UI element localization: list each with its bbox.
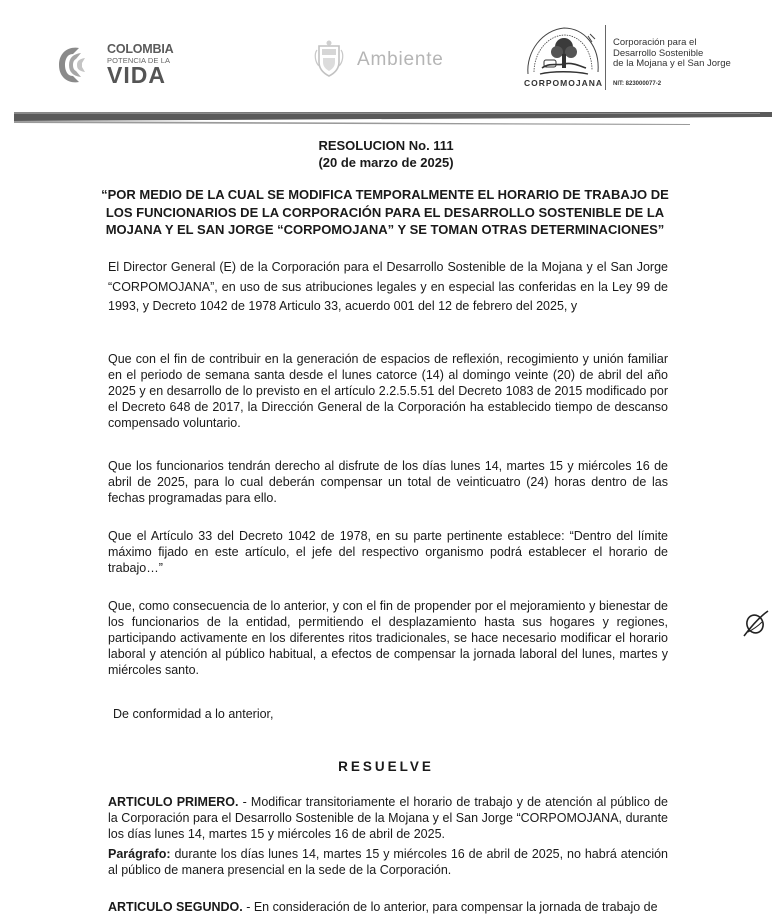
colombia-potencia-logo xyxy=(55,40,180,90)
ministerio-ambiente-logo xyxy=(313,40,463,80)
letterhead xyxy=(0,0,772,110)
intro-paragraph: El Director General (E) de la Corporación para el Desarrollo Sostenible de la Mojana y el San Jorge “CORPOMOJANA”, en uso de sus atribuciones legales y en especial las conferidas en la Ley 99 de 1993, y Decreto 1042 de 1978 Articulo 33, acuerdo 001 del 12 de febrero del 2025, y xyxy=(108,260,668,313)
header-stripe xyxy=(0,108,772,132)
articulo-primero-text: - Modificar transitoriamente el horario de trabajo y de atención al público de la Corporación para el Desarrollo Sostenible de la Mojana y el San Jorge “CORPOMOJANA, durante los días lunes 14, martes 15 y miércoles 16 de abril de 2025. xyxy=(108,795,668,841)
articulo-segundo-label: ARTICULO SEGUNDO. xyxy=(108,900,243,914)
corporation-full-name xyxy=(613,38,731,70)
paragrafo-text: durante los días lunes 14, martes 15 y miércoles 16 de abril de 2025, no habrá atención al público de manera presencial en la sede de la Corporación. xyxy=(108,847,668,877)
corp-name-line: Desarrollo Sostenible xyxy=(613,47,704,59)
articulo-primero-label: ARTICULO PRIMERO. xyxy=(108,795,239,809)
colombia-logo-icon xyxy=(55,44,99,86)
vida-word: VIDA xyxy=(107,62,166,88)
resolution-heading: “POR MEDIO DE LA CUAL SE MODIFICA TEMPORALMENTE EL HORARIO DE TRABAJO DE LOS FUNCIONARIOS DE LA CORPORACIÓN PARA EL DESARROLLO SOSTENIBLE DE LA MOJANA Y EL SAN JORGE “CORPOMOJANA” Y SE TOMAN OTRAS DETERMINACIONES” xyxy=(101,187,669,237)
coat-of-arms-icon xyxy=(313,40,345,78)
potencia-word: POTENCIA DE LA xyxy=(107,55,171,65)
initials-signature xyxy=(742,608,770,640)
header-divider xyxy=(605,25,606,90)
resolution-date: (20 de marzo de 2025) xyxy=(318,155,454,170)
conformidad-line: De conformidad a lo anterior, xyxy=(113,707,274,721)
considerando-paragraph-4: Que, como consecuencia de lo anterior, y con el fin de propender por el mejoramiento y bienestar de los funcionarios de la entidad, permitiendo el desplazamiento hasta sus hogares y regiones, participando activamente en los diferentes ritos tradicionales, se hace necesario modificar el horario laboral y atención al público habitual, a efectos de compensar la jornada laboral del lunes, martes y miércoles santo. xyxy=(108,599,668,677)
articulo-segundo-text: - En consideración de lo anterior, para compensar la jornada de trabajo de xyxy=(242,900,658,914)
considerando-paragraph-2: Que los funcionarios tendrán derecho al disfrute de los días lunes 14, martes 15 y miércoles 16 de abril de 2025, para lo cual deberán compensar un total de veinticuatro (24) horas dentro de las fechas programadas para ello. xyxy=(108,459,668,505)
considerando-paragraph-3: Que el Artículo 33 del Decreto 1042 de 1978, en su parte pertinente establece: “Dentro del límite máximo fijado en este artículo, el jefe del respectivo organismo podrá establecer el horario de trabajo…” xyxy=(108,529,668,575)
corp-name-line: Corporación para el xyxy=(613,37,697,48)
considerando-paragraph-1: Que con el fin de contribuir en la generación de espacios de reflexión, recogimiento y unión familiar en el periodo de semana santa desde el lunes catorce (14) al domingo veinte (20) de abril del año 2025 y en desarrollo de lo previsto en el artículo 2.2.5.5.51 del Decreto 1083 de 2015 modificado por el Decreto 648 de 2017, la Dirección General de la Corporación ha establecido tiempo de descanso compensado voluntario. xyxy=(108,352,668,430)
colombia-word: COLOMBIA xyxy=(107,42,174,56)
corpomojana-name: CORPOMOJANA xyxy=(524,78,604,88)
corp-name-line: de la Mojana y el San Jorge xyxy=(613,58,731,69)
ambiente-label: Ambiente xyxy=(357,49,444,70)
articulo-segundo xyxy=(108,899,668,915)
paragrafo xyxy=(108,846,668,878)
resuelve-heading: RESUELVE xyxy=(338,759,434,774)
colombia-logo-text xyxy=(107,43,173,87)
resolution-number: RESOLUCION No. 111 xyxy=(318,138,454,153)
nit-number: NIT: 823000077-2 xyxy=(613,81,662,87)
paragrafo-label: Parágrafo: xyxy=(108,847,171,861)
articulo-primero xyxy=(108,794,668,842)
